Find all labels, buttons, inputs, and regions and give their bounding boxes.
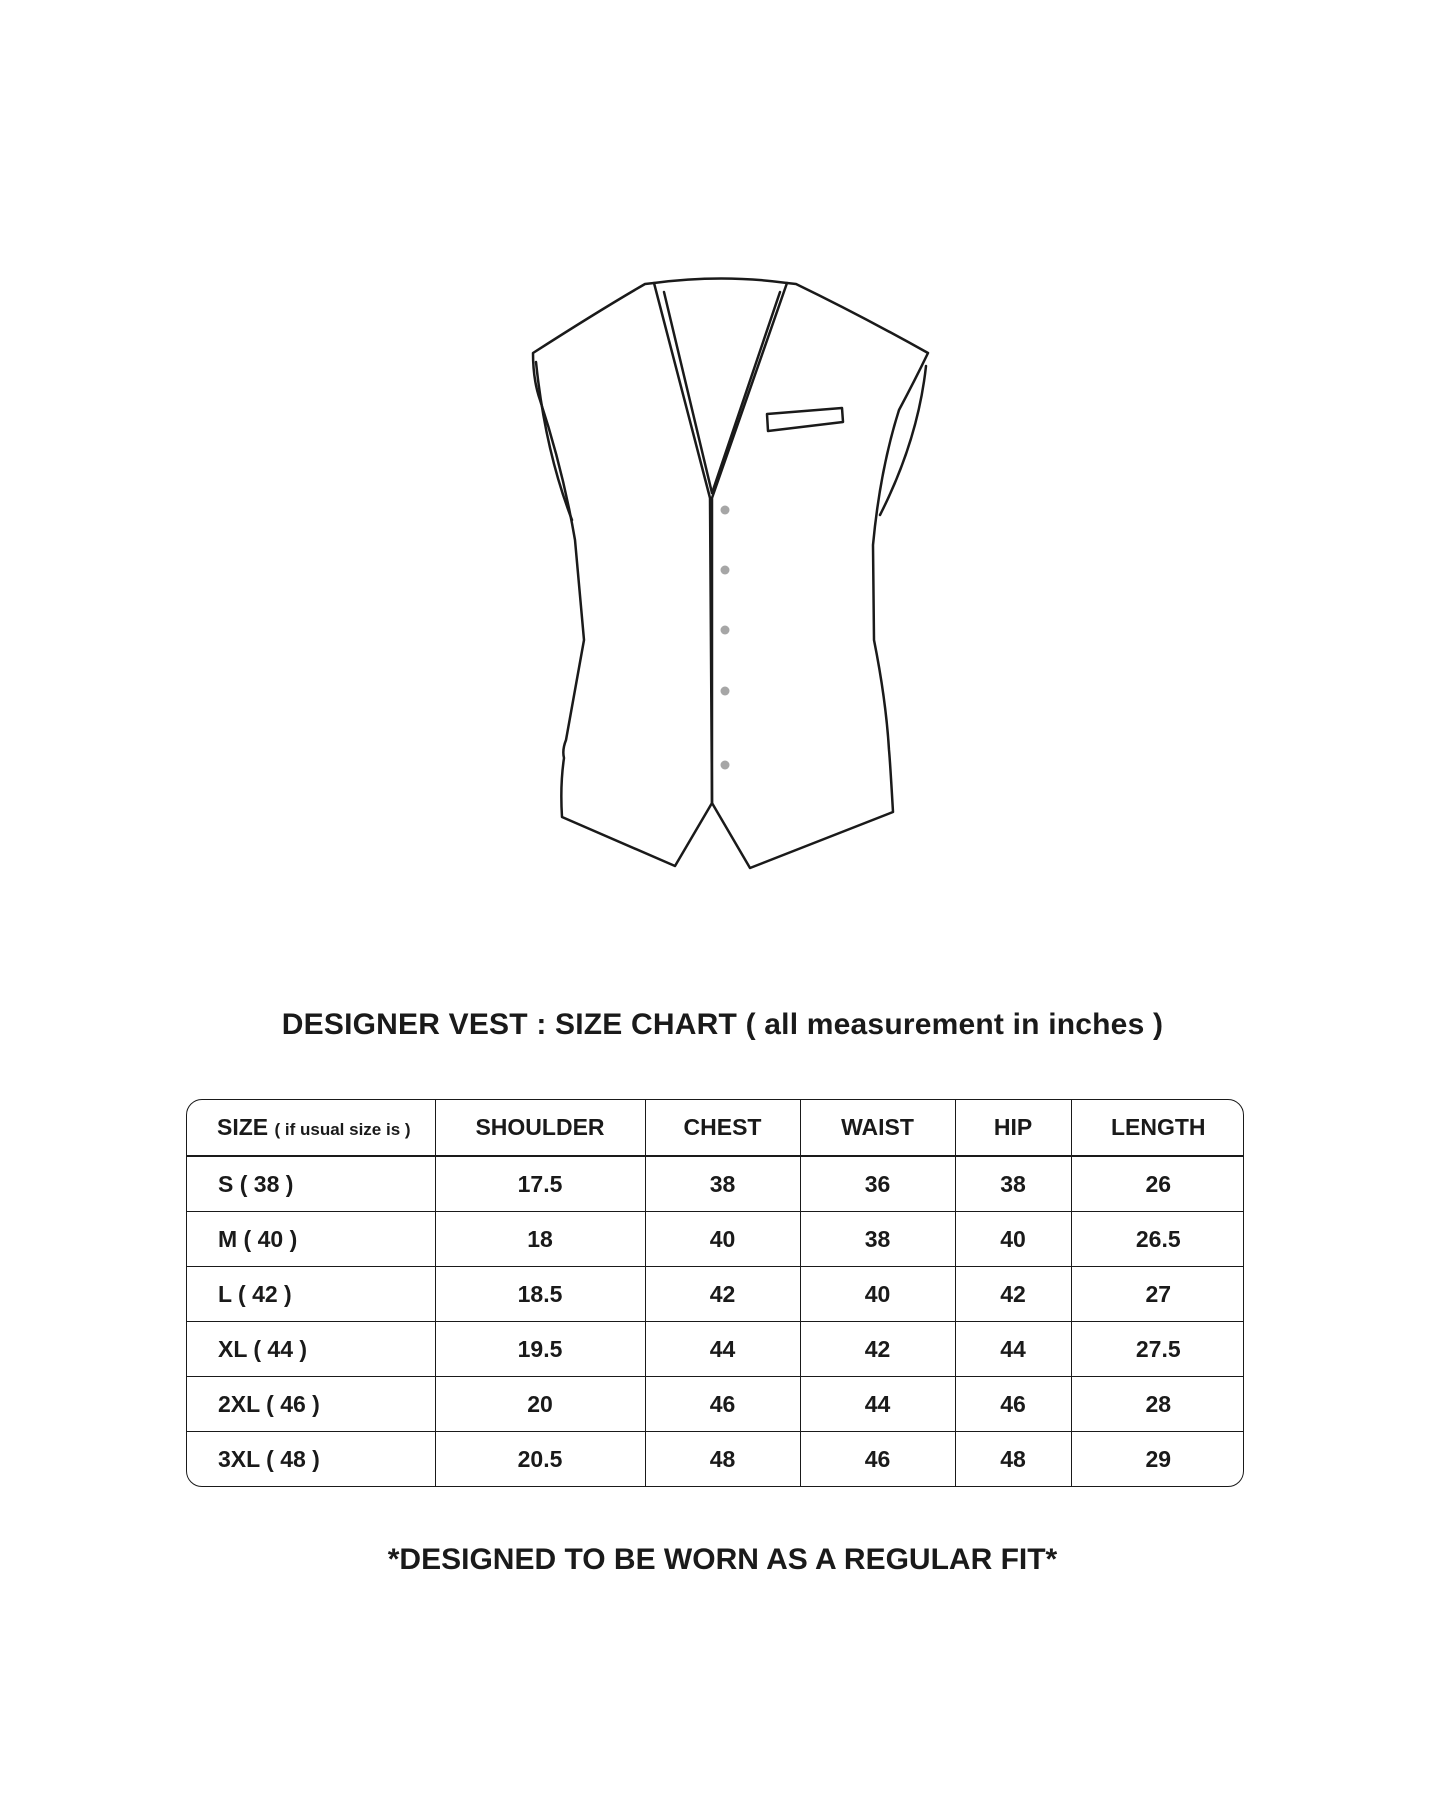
size-cell: 2XL ( 46 ): [187, 1377, 435, 1432]
shoulder-cell: 19.5: [435, 1322, 645, 1377]
length-cell: 26: [1071, 1156, 1244, 1212]
vest-button: [721, 687, 730, 696]
column-header-size: [187, 1100, 435, 1156]
table-row: [187, 1212, 1244, 1267]
vest-left-panel: [533, 283, 712, 866]
size-cell: L ( 42 ): [187, 1267, 435, 1322]
vest-right-armhole: [880, 366, 926, 515]
shoulder-cell: 20.5: [435, 1432, 645, 1487]
table-row: [187, 1322, 1244, 1377]
vest-button: [721, 626, 730, 635]
length-cell: 27: [1071, 1267, 1244, 1322]
column-header-length: LENGTH: [1071, 1100, 1244, 1156]
chest-cell: 46: [645, 1377, 800, 1432]
length-cell: 29: [1145, 1445, 1172, 1472]
chest-cell: 44: [645, 1322, 800, 1377]
size-chart-table: [187, 1100, 1244, 1486]
length-cell: 28: [1071, 1377, 1244, 1432]
waist-cell: 42: [800, 1322, 955, 1377]
vest-buttons: [721, 506, 730, 770]
table-row: [187, 1267, 1244, 1322]
waist-cell: 44: [800, 1377, 955, 1432]
vest-button: [721, 566, 730, 575]
fit-note: *DESIGNED TO BE WORN AS A REGULAR FIT*: [387, 1543, 1058, 1576]
vest-pocket: [767, 408, 843, 431]
size-cell: XL ( 44 ): [187, 1322, 435, 1377]
size-chart-table-container: [186, 1099, 1244, 1487]
hip-cell: 46: [955, 1377, 1071, 1432]
table-row: [187, 1377, 1244, 1432]
vest-button: [721, 761, 730, 770]
table-row: [187, 1432, 1244, 1487]
shoulder-cell: 17.5: [435, 1156, 645, 1212]
waist-cell: 36: [800, 1156, 955, 1212]
vest-right-lapel: [712, 292, 780, 493]
table-header-row: [187, 1100, 1244, 1156]
hip-cell: 44: [955, 1322, 1071, 1377]
size-chart-title: DESIGNER VEST : SIZE CHART ( all measurement in inches ): [281, 1008, 1164, 1041]
shoulder-cell: 18.5: [435, 1267, 645, 1322]
hip-cell: 40: [955, 1212, 1071, 1267]
size-header-note: ( if usual size is ): [274, 1120, 411, 1139]
length-cell: 26.5: [1071, 1212, 1244, 1267]
column-header-chest: CHEST: [645, 1100, 800, 1156]
vest-button: [721, 506, 730, 515]
hip-cell: 42: [955, 1267, 1071, 1322]
chest-cell: 38: [645, 1156, 800, 1212]
size-cell: 3XL ( 48 ): [187, 1432, 435, 1487]
size-cell: S ( 38 ): [187, 1156, 435, 1212]
chest-cell: 40: [645, 1212, 800, 1267]
vest-right-panel: [712, 283, 928, 868]
shoulder-cell: 20: [435, 1377, 645, 1432]
length-cell: 27.5: [1071, 1322, 1244, 1377]
hip-cell: 38: [955, 1156, 1071, 1212]
shoulder-cell: 18: [435, 1212, 645, 1267]
vest-left-lapel: [664, 292, 712, 493]
vest-collar: [654, 279, 787, 284]
column-header-shoulder: SHOULDER: [435, 1100, 645, 1156]
chest-cell: 42: [645, 1267, 800, 1322]
column-header-hip: HIP: [955, 1100, 1071, 1156]
size-header-label: SIZE: [217, 1114, 269, 1140]
chest-cell: 48: [645, 1432, 800, 1487]
table-row: [187, 1156, 1244, 1212]
waist-cell: 40: [800, 1267, 955, 1322]
waist-cell: 46: [800, 1432, 955, 1487]
size-cell: M ( 40 ): [187, 1212, 435, 1267]
waist-cell: 38: [800, 1212, 955, 1267]
vest-illustration: [0, 0, 1445, 900]
hip-cell: 48: [955, 1432, 1071, 1487]
column-header-waist: WAIST: [800, 1100, 955, 1156]
